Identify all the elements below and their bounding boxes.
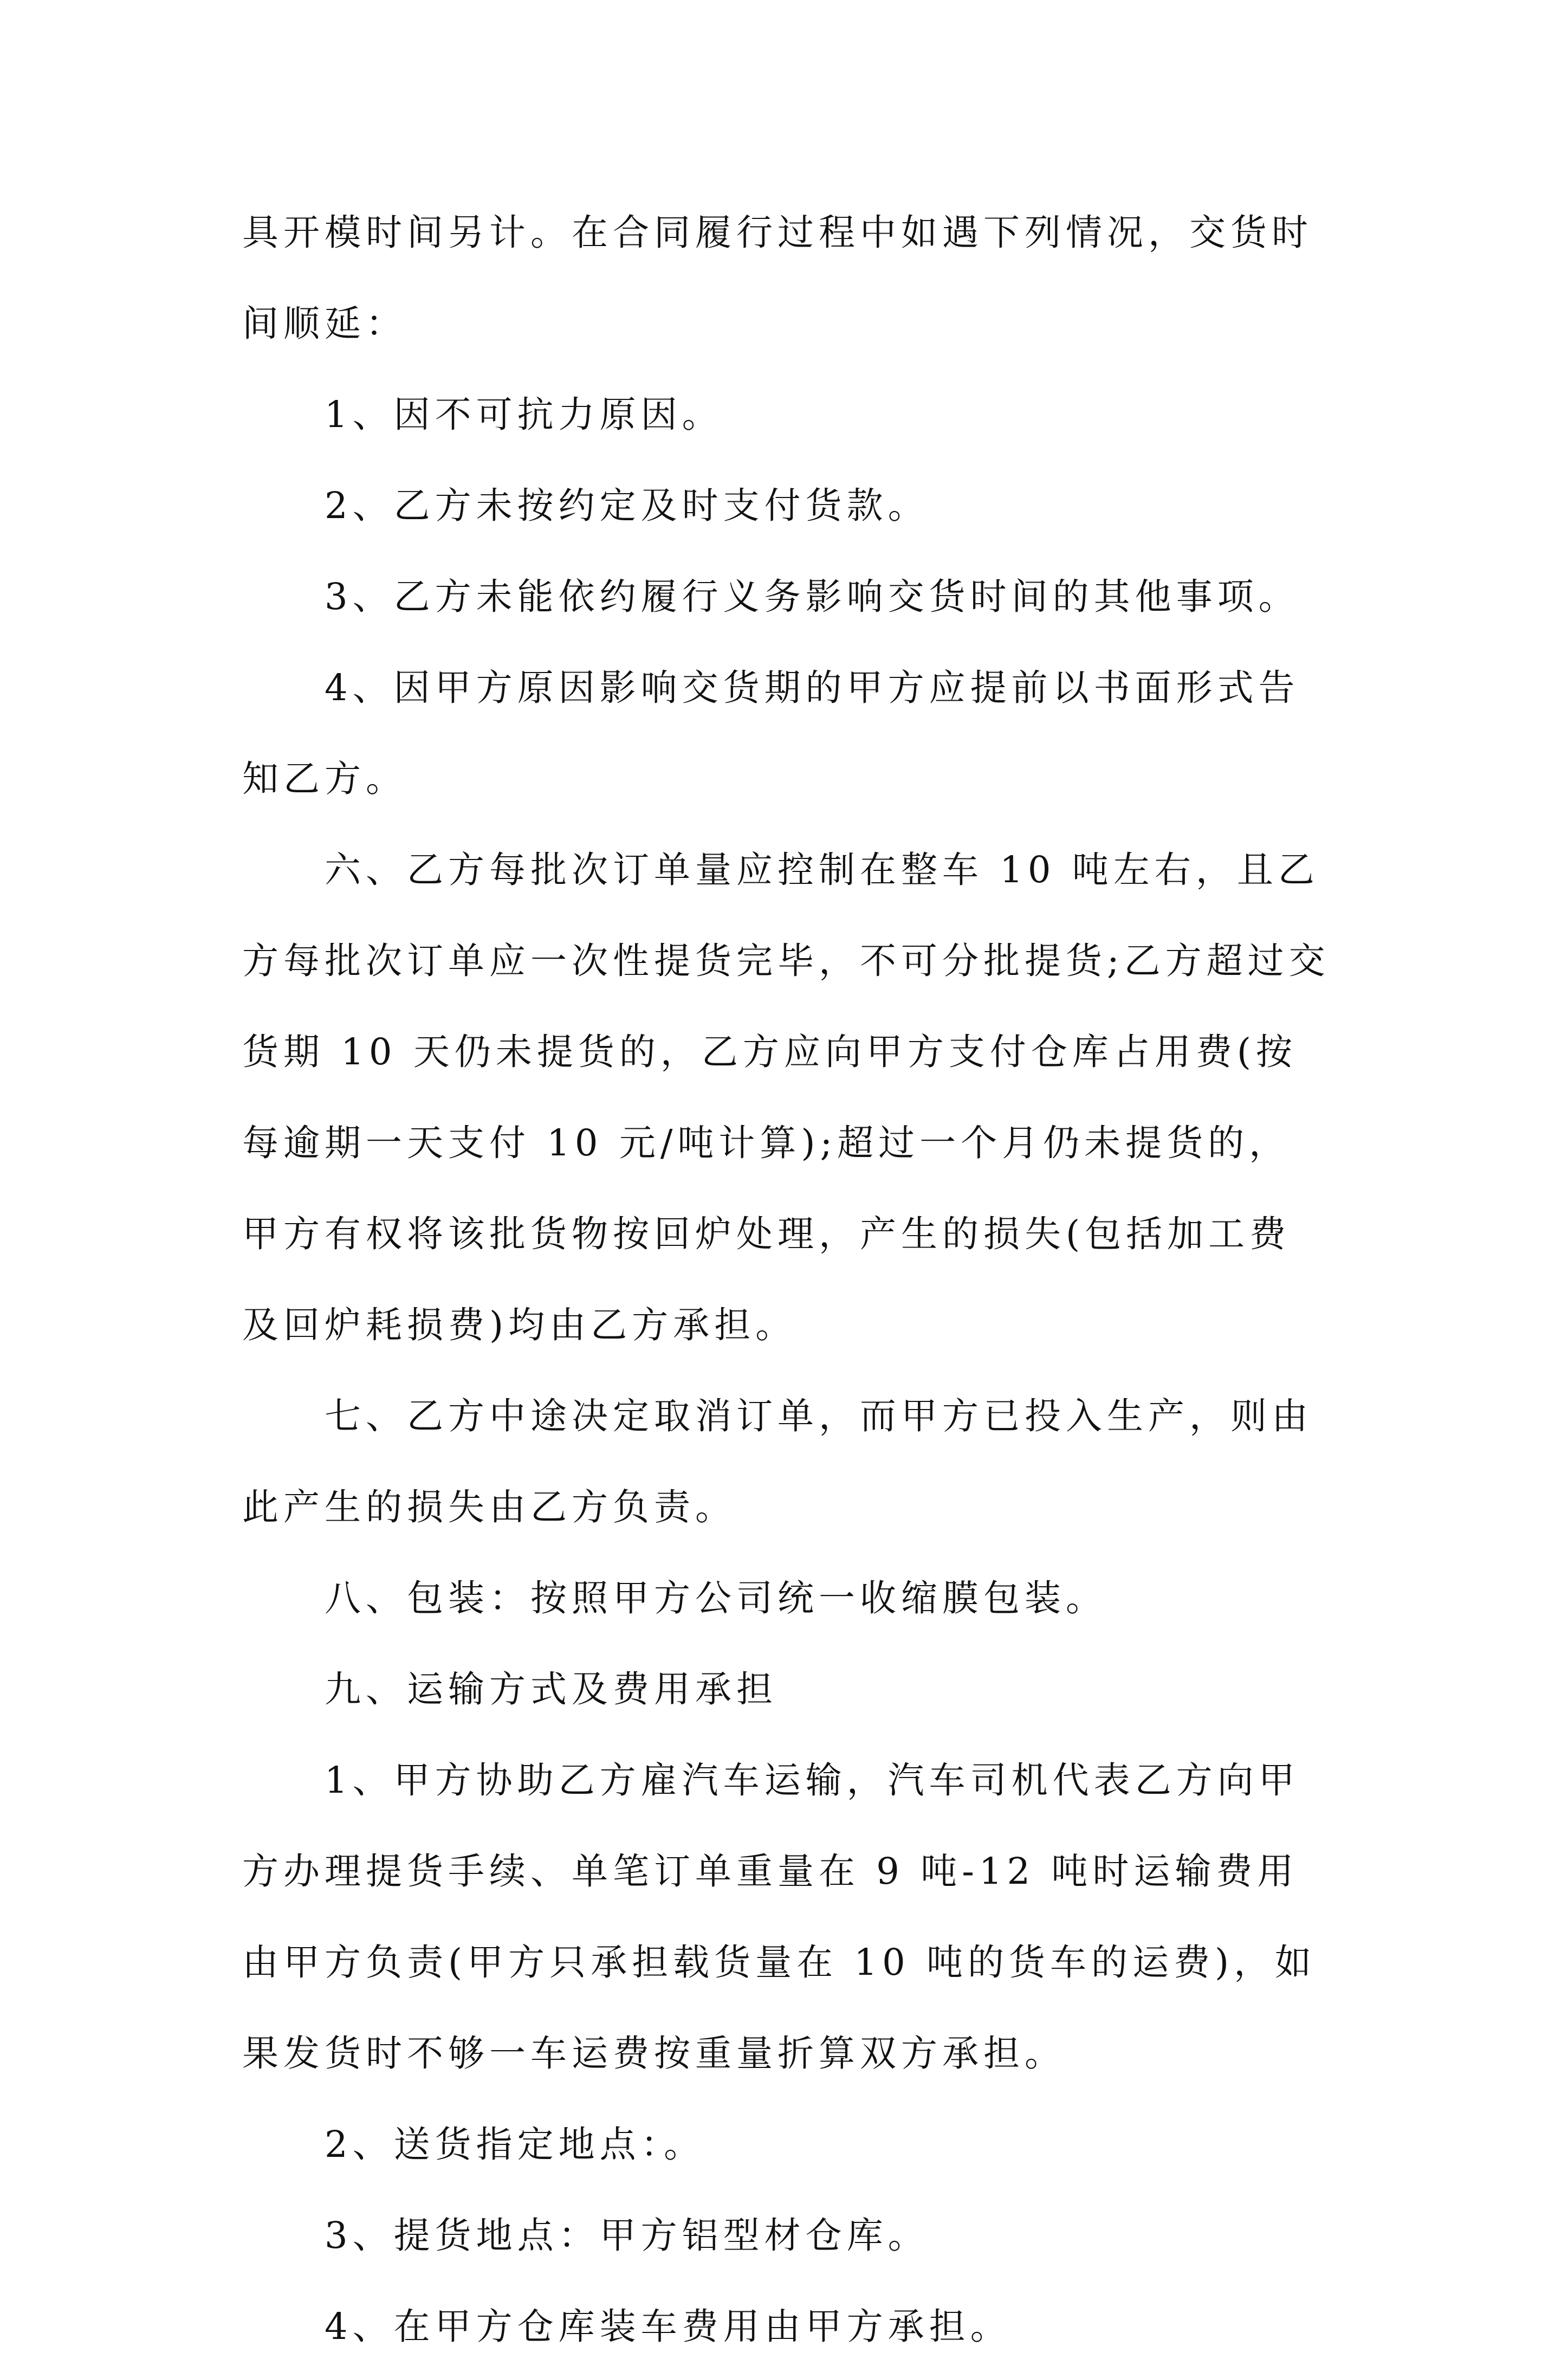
paragraph-transport-item-1: 1、甲方协助乙方雇汽车运输，汽车司机代表乙方向甲方办理提货手续、单笔订单重量在 9 吨-12 吨时运输费用由甲方负责(甲方只承担载货量在 10 吨的货车的运费)，如果发货时不够一车运费按重量折算双方承担。 [242,1759,1317,2074]
paragraph-transport-item-4: 4、在甲方仓库装车费用由甲方承担。 [325,2305,1012,2348]
paragraph-section-8: 八、包装：按照甲方公司统一收缩膜包装。 [325,1577,1107,1619]
paragraph-transport-item-3: 3、提货地点：甲方铝型材仓库。 [325,2214,929,2257]
document-body [242,187,1331,2372]
paragraph-section-9-heading: 九、运输方式及费用承担 [325,1668,777,1710]
paragraph-section-6: 六、乙方每批次订单量应控制在整车 10 吨左右，且乙方每批次订单应一次性提货完毕，不可分批提货;乙方超过交货期 10 天仍未提货的，乙方应向甲方支付仓库占用费(按每逾期一天支付 10 元/吨计算);超过一个月仍未提货的，甲方有权将该批货物按回炉处理，产生的损失(包括加工费及回炉耗损费)均由乙方承担。 [242,849,1330,1346]
paragraph-item-1: 1、因不可抗力原因。 [325,393,723,436]
paragraph-continuation: 具开模时间另计。在合同履行过程中如遇下列情况，交货时间顺延： [242,211,1313,345]
paragraph-item-2: 2、乙方未按约定及时支付货款。 [325,484,929,527]
paragraph-transport-item-2: 2、送货指定地点：。 [325,2123,705,2166]
paragraph-item-3: 3、乙方未能依约履行义务影响交货时间的其他事项。 [325,576,1300,618]
paragraph-section-7: 七、乙方中途决定取消订单，而甲方已投入生产，则由此产生的损失由乙方负责。 [242,1395,1313,1528]
paragraph-item-4: 4、因甲方原因影响交货期的甲方应提前以书面形式告知乙方。 [242,667,1300,800]
